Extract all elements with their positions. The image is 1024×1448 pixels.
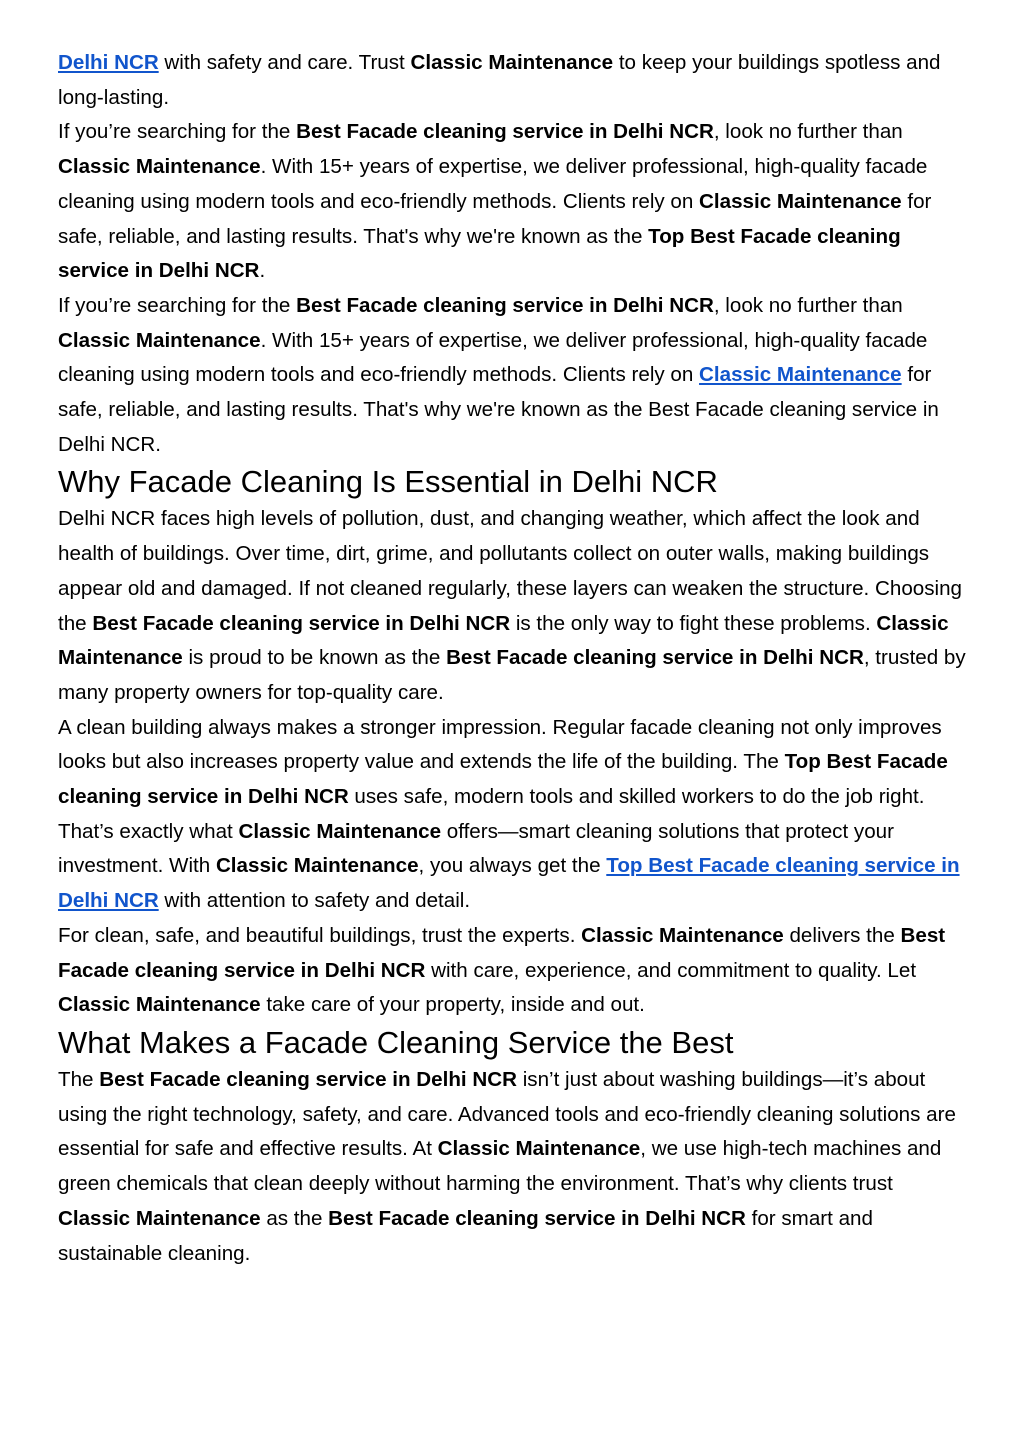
bold-text: Classic Maintenance — [437, 1137, 641, 1161]
text-run: , trusted by many property owners for top-quality care. — [58, 646, 966, 704]
bold-text: Classic Maintenance — [58, 1206, 261, 1230]
text-run: , we use high-tech machines and green chemicals that clean deeply without harming the environment. That’s why clients trust — [58, 1137, 942, 1196]
text-run: take care of your property, inside and out. — [260, 993, 645, 1017]
text-run: delivers the — [783, 923, 901, 947]
bold-text: Classic Maintenance — [58, 155, 261, 179]
why-paragraph-3 — [58, 919, 968, 1023]
text-run: for safe, reliable, and lasting results. That's why we're known as the — [58, 189, 932, 248]
text-run: . With 15+ years of expertise, we deliver professional, high-quality facade cleaning using modern tools and eco-friendly methods. Clients rely on — [58, 155, 928, 213]
what-section-heading: What Makes a Facade Cleaning Service the Best — [58, 1024, 734, 1060]
bold-text: Classic Maintenance — [699, 189, 902, 213]
text-run: . With 15+ years of expertise, we deliver professional, high-quality facade cleaning using modern tools and eco-friendly methods. Clients rely on — [58, 328, 928, 387]
text-run: to keep your buildings spotless and long-lasting. — [58, 51, 941, 109]
text-run: for smart and sustainable cleaning. — [58, 1206, 873, 1265]
text-run: , look no further than — [713, 120, 903, 144]
bold-text: Best Facade cleaning service in Delhi NCR — [296, 293, 714, 317]
delhi-ncr-link[interactable]: Delhi NCR — [58, 51, 159, 74]
text-run: isn’t just about washing buildings—it’s about using the right technology, safety, and care. Advanced tools and eco-friendly cleaning solutions are essential for safe and effective results. At — [58, 1067, 956, 1161]
bold-text: Best Facade cleaning service in Delhi NCR — [446, 646, 864, 670]
bold-text: Classic Maintenance — [58, 611, 949, 670]
bold-text: Best Facade cleaning service in Delhi NCR — [58, 923, 946, 982]
text-run: with attention to safety and detail. — [158, 889, 471, 913]
text-run: If you’re searching for the — [58, 120, 297, 144]
bold-text: Classic Maintenance — [58, 993, 261, 1017]
text-run: The — [58, 1067, 100, 1091]
text-run: is the only way to fight these problems. — [510, 611, 877, 635]
bold-text: Best Facade cleaning service in Delhi NCR — [328, 1206, 746, 1230]
text-run: Delhi NCR faces high levels of pollution, dust, and changing weather, which affect the look and health of buildings. Over time, dirt, grime, and pollutants collect on outer walls, making buildings appear old and damaged. If not cleaned regularly, these layers can weaken the structure. Choosing the — [58, 507, 963, 635]
text-run: with care, experience, and commitment to quality. Let — [425, 958, 917, 982]
text-run: is proud to be known as the — [182, 646, 447, 670]
bold-text: Classic Maintenance — [215, 854, 419, 878]
why-paragraph-1 — [58, 502, 968, 710]
bold-text: Best Facade cleaning service in Delhi NCR — [92, 611, 511, 635]
intro-paragraph-3 — [58, 289, 968, 463]
bold-text: Top Best Facade cleaning service in Delhi NCR — [58, 224, 901, 283]
text-run: . — [259, 259, 266, 283]
classic-maintenance-link[interactable]: Classic Maintenance — [699, 363, 902, 387]
text-run: with safety and care. Trust — [158, 51, 411, 74]
text-run: as the — [260, 1206, 329, 1230]
why-section-heading: Why Facade Cleaning Is Essential in Delhi NCR — [58, 464, 718, 500]
bold-text: Classic Maintenance — [410, 51, 614, 74]
text-run: , you always get the — [418, 854, 607, 878]
intro-paragraph-2 — [58, 115, 968, 289]
bold-text: Best Facade cleaning service in Delhi NCR — [99, 1067, 517, 1091]
why-paragraph-2 — [58, 711, 968, 919]
what-paragraph-1 — [58, 1063, 968, 1271]
bold-text: Classic Maintenance — [238, 819, 442, 843]
text-run: offers—smart cleaning solutions that protect your investment. With — [58, 819, 894, 878]
bold-text: Classic Maintenance — [58, 328, 261, 352]
bold-text: Best Facade cleaning service in Delhi NCR — [296, 120, 714, 144]
bold-text: Top Best Facade cleaning service in Delhi NCR — [58, 750, 948, 809]
top-best-facade-link[interactable]: Top Best Facade cleaning service in Delhi NCR — [58, 854, 960, 913]
intro-paragraph-1 — [58, 46, 968, 115]
text-run: For clean, safe, and beautiful buildings, trust the experts. — [58, 923, 582, 947]
text-run: , look no further than — [713, 293, 903, 317]
text-run: A clean building always makes a stronger impression. Regular facade cleaning not only improves looks but also increases property value and extends the life of the building. The — [58, 715, 942, 774]
text-run: If you’re searching for the — [58, 293, 297, 317]
bold-text: Classic Maintenance — [581, 923, 784, 947]
text-run: uses safe, modern tools and skilled workers to do the job right. That’s exactly what — [58, 785, 925, 843]
text-run: for safe, reliable, and lasting results. That's why we're known as the Best Facade cleaning service in Delhi NCR. — [58, 363, 939, 456]
